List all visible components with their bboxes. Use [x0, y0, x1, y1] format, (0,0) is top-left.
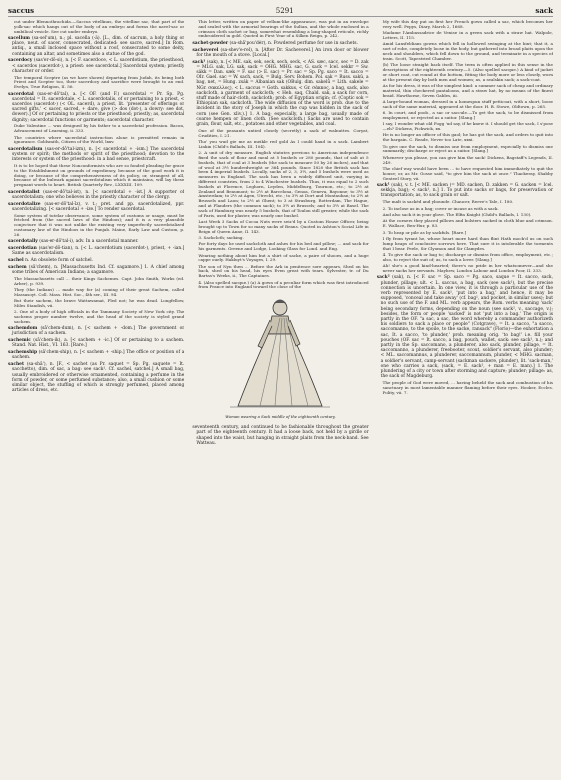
- entry-text: (sas-er-dō'tal-i), adv. In a sacerdotal manner.: [39, 239, 139, 245]
- entry-text: Amid Lansfeldians gowns which fell in hollowed swinging at the hint; that it, a sort of robe, completely loose in the body, but gathered into broad plaits upon the neck and shoulders, which fell down to the ground, and terminate in a species of train. Scott, Tapestried Chamber.: [382, 41, 553, 61]
- entry-quotation: [198, 140, 368, 150]
- entry-text: The countries where sacerdotal instruction alone is permitted remain in ignorance. Goldsmith, Citizen of the World, lxxv.: [14, 134, 185, 145]
- headword: sachet: [8, 362, 25, 368]
- entry-text: (sā'chem), n. [Massachusetts Ind. Cf. sagamore.] 1. A chief among some tribes of American Indians; a sagamore.: [12, 264, 185, 275]
- headword: sacellum: [8, 35, 30, 41]
- entry-text: (sak), n. [< F. sac = Sp. saco = Pg. saco, saque = It. sacco, sack, plunder, pillage; ult. < L. saccus, a bag, sack (see sack¹), but the precise connection is uncertain. In one view, it is through a particular use of the verb represented by E. sack¹, 'put into a bag,' and hence, it may be supposed, 'conceal and take away' (cf. bag¹, and pocket, in similar uses); but no such use of the F. and ML. verb appears, the Rom. verbs meaning 'sack' being secondary forms, depending on the noun (see sack², v., saccage, v.); besides, the form or people 'sacked' is not 'put into a bag.' The origin is partly in the OF. "a sac, a sac, the word whereby a commander authorizeth his soldiers to sack a place or people" (Cotgrave), = It. a sacco, "a sacco, saccomanno, to the spoile, to the sacke, ransack" (Florio)—the exhortation a sac, It. a sacco, 'to plunder,' prob. meaning orig. 'to bag!' i.e. fill your pouches (OF. sac = It. sacco, a bag, pouch, wallet, sack: see sack¹, n.); and partly in the Sp. saccomano, a plunderer, also sack, plunder, pillage, = It. saccomanno, a plunderer, freebooter, scout, soldier's servant, also plunder; < ML. saccomannus, a plunderer, saccomannum, plunder, < MHG. sacman, a soldier's servant, camp-servant (sackman sackere, plunder), lit. 'sack-man,' one who carries a sack, (sack, = E. sack¹, + man = E. man).] 1. The plundering of a city or town after storming and capture; plunder; pillage: as, the sack of Magdeburg.: [380, 275, 553, 380]
- entry-text: Duke Valentine ... was designed by his father to a sacerdotal profession. Bacon, Advancement of Learning, ii. 333.: [14, 123, 185, 134]
- entry-quotation: [383, 133, 553, 143]
- entry-quotation: [14, 124, 184, 134]
- entry-text: 3. Sackcloth; sacking.: [198, 234, 244, 240]
- entry-quotation: [14, 76, 184, 90]
- dictionary-entry: [8, 36, 184, 57]
- entry-text: 6. In court, and poob., a sac or saccule.—To get the sack, to be dismissed from employment, or rejected as a suitor. [Slang.]: [382, 110, 553, 120]
- dictionary-entry: [8, 92, 184, 123]
- headword: sacerdotalize: [8, 201, 41, 207]
- entry-quotation: [383, 122, 553, 132]
- entry-text: (sak), v. t. [< ME. sacken (= MD. sacken, D. zakken = G. sacken = Icel. sekkja, bag); < sack¹, n.] 1. To put into sacks or bags, for preservation or transportation; as, to sack grain or salt.: [380, 183, 553, 199]
- entry-text: 2. One of a body of high officials in the Tammany Society of New York city. The sachems proper number twelve, and the head of the society is styled grand sachem.: [14, 309, 185, 324]
- dictionary-entry: [377, 183, 553, 199]
- entry-text: I fly from tyrant he, whose heart more hard than flint Hath mock'd us on such lump heaps of conclusive sorrows here. That sure it is intolerable the torments that I bear. Peele, Sir Clyomon and Sir Clamydes.: [382, 235, 553, 251]
- entry-text: Madame l'Ambassadrice de Venise in a green sack with a straw hat. Walpole, Letters, II. 115.: [382, 30, 553, 40]
- headword: sack²: [376, 275, 390, 281]
- entry-text: (sā'chem-ik), a. [< sachem + -ic.] Of or pertaining to a sachem. Stand. Nat. Hist., VI. 163. [Rare.]: [12, 338, 185, 349]
- entry-quotation: [383, 253, 553, 263]
- entry-quotation: [383, 63, 553, 82]
- entry-quotation: [198, 236, 368, 241]
- entry-text: The malt is sackèd and ybounde. Chaucer, Reeve's Tale, I. 180.: [382, 199, 514, 205]
- entry-text: My wife this day put on first her French gown called a sac, which becomes her very well. Pepys, Diary, March 2, 1668.: [382, 20, 553, 29]
- entry-text: Tho' you wud gie me as meikle red gold As I could haud in a sack. Lambert Linkin (Child's Ballads, III. 104).: [198, 139, 369, 149]
- entry-quotation: [383, 207, 553, 212]
- entry-text: (sa-shā'), n. [F., < sachet (as Pr. saquet = Sp. Pg. saquete = It. sacchetto), dim. of sac, a bag: see sack¹. Cf. sachel, satchel.] A small bag, usually embroidered or otherwise ornamented, containing a perfume in the form of powder, or some perfumed substance; also, a small cushion or some similar object, the stuffing of which is strongly perfumed, placed among articles of dress, etc.: [12, 362, 185, 394]
- entry-quotation: [198, 242, 368, 252]
- figure-caption: Woman wearing a Sack middle of the eighteenth century.: [225, 414, 336, 420]
- entry-quotation: [198, 265, 368, 279]
- column-1: [8, 20, 184, 775]
- headword: sachemic: [8, 338, 31, 344]
- entry-quotation: [14, 288, 184, 298]
- entry-quotation: [198, 151, 368, 218]
- entry-quotation: [383, 237, 553, 251]
- entry-quotation: [383, 219, 553, 229]
- entry-quotation: [383, 200, 553, 205]
- dictionary-entry: [8, 326, 184, 336]
- entry-quotation: [383, 145, 553, 155]
- entry-text: But their sachem, the brave Wattawamat, Fled not; he was dead. Longfellow, Miles Standish, vii.: [14, 298, 185, 308]
- entry-quotation: [383, 156, 553, 166]
- entry-text: (sas'er-dō-si), n. [< F. sacerdoce, < L. sacerdotium, the priesthood, < sacerdos (sacerdot-), a priest: see sacerdotal.] Sacerdotal system; priestly character or order.: [12, 58, 185, 74]
- dictionary-entry: [8, 147, 184, 163]
- dictionary-entry: [377, 275, 553, 379]
- entry-text: 2. A unit of dry measure. English statutes previous to American independence fixed the sack of flour and meal at 5 bushels or 280 pounds, that of salt at 5 bushels, that of coal at 3 bushels (the sack to measure 50 by 26 inches), and that of wool at 3½ hundredweight or 364 pounds. Since 1820 the British sack has been 4 imperial bushels. Locally, sacks of 2, 3, 3½, and 5 bushels were used as measures in England. The sack has been a widely diffused unit, varying in different countries, from 2 to 4 Winchester bushels. Thus, it was equal to 2 such bushels at Florence, Leghorn, Leyden, Middelburg, Tournon, etc.; to 2½ at Zealand and Beaumont; to 2½ at Barcelona, Genoa, Geneva, Bayonne; to 3½ at Amsterdam; to 2½ at Agen, Utrecht, etc.; to 3½ at Dort and Montauban; to 2½ at Brussels and Laon; to 2½ at Ghent; to 3 at Strasburg, Rotterdam, The Hague, and at Flanders (the common sack); to 3½ at Brussels; and to 3½ at Basel. The sack of Hamburg was nearly 5 bushels, that of Toulon still greater, while the sack of Paris, used for plaster, was nearly one bushel.: [198, 150, 369, 218]
- dictionary-entry: [8, 190, 184, 200]
- headword: sachet-powder: [192, 40, 229, 46]
- dictionary-entry: [8, 202, 184, 212]
- headword: sack¹: [376, 183, 390, 189]
- entry-text: And also sack it in your glove. The Elfin Knight (Child's Ballads, I. 130).: [382, 212, 532, 218]
- entry-text: A large-bound woman, dressed in a homespun stuff petticoat, with a short, loose sack of the same material, appeared at the door. H. B. Stowe, Oldtown, p. 265.: [382, 98, 553, 109]
- entry-text: (sas-er-dō'tal-izm), n. [< sacerdotal + -ism.] The sacerdotal system or spirit; the methods or spirit of the priesthood; devotion to the interests or system of the priesthood: in a bad sense, priestcraft.: [12, 146, 185, 163]
- entry-quotation: [14, 136, 184, 146]
- entry-text: Whenever you please, you can give him the sack! Dickens, Bagstaff's Legends, II. 249.: [382, 154, 553, 165]
- entry-quotation: [383, 167, 553, 181]
- dictionary-entry: [192, 60, 368, 128]
- entry-text: For forty days he used sackcloth and ashes for his bed and pillow; ... and sack for his garments. Greene and Lodge, Looking Glass for Lond. and Eng.: [198, 241, 369, 252]
- entry-text: It is to be hoped that these Nonconformists who are so fonded pleading for grace to the Establishment on grounds of expediency, because of the good work it is doing, or because of the comprehensiveness of its policy, or, strangest of all, because of the bulwark against sacerdotalism which it maintains, will lay these pregnant words to heart. British Quarterly Rev., LXXXIII. 109.: [14, 162, 185, 188]
- entry-text: (b) The loose straight back itself. The term is often applied in this sense in the descriptions of the eighteenth century.—5. (Also spelled sacque.) A kind of jacket or short coat, cut round at the bottom, fitting the body more or less closely, worn at the present day by both men and women; as, a sealskin sack; a sack-coat.: [382, 62, 553, 82]
- entry-text: (sā'chem-dum), n. [< sachem + -dom.] The government or jurisdiction of a sachem.: [12, 326, 185, 337]
- entry-text: The temporal Sceptre (as we have shown) departing from Judah, its being both Priest and Scepter too, their sacerdocy and sacrifice were brought to an end. Evelyn, True Religion, II. 56.: [14, 74, 185, 90]
- entry-text: The son of Nyn then ... Before the Ark in penitence sore appears, Shed on his back, shed on his head, his eyes Even great with tears. Sylvester, tr. of Du Bartas's Weeks, ii., The Captaines.: [198, 263, 369, 279]
- entry-quotation: [383, 213, 553, 218]
- entry-text: He is no longer an officer of this gaol; he has got the sack, and orders to quit into the bargain. C. Reade, Never too Late, xxxi.: [382, 132, 553, 143]
- dictionary-entry: [192, 41, 368, 46]
- running-head: [8, 6, 553, 17]
- column-2-continuation: seventeenth century, and continued to be fashionable throughout the greater part of the eighteenth century. It had a loose back, not held by a girdle or shaped into the waist, but hanging in straight plaits from the neck-band. See Watteau.: [192, 425, 369, 446]
- entry-text: 2. To inclose as in a bag; cover or incase as with a sack.: [382, 205, 499, 211]
- entry-text: One of the peasants untied closely (secretly) a sack of walnuttes. Coryat, Crudities, I. 21.: [198, 127, 369, 138]
- entry-text: At the corners they placed pillows and bolsters sacked in cloth blue and crimson. E. Wallace, Ben-Hur, p. 83.: [382, 218, 553, 229]
- header-page-number: 5291: [275, 7, 294, 15]
- sack-gown-illustration: [192, 294, 368, 422]
- dictionary-entry: [8, 338, 184, 348]
- entry-text: (sa-sel'um), n.; pl. sacella (-ä). [L., dim. of sacrum, a holy thing or place, neut. of sacer, consecrated, dedicated: see sacre, sacred.] In Rom. antiq., a small inclosed space without a roof, consecrated to some deity, containing an altar, and sometimes also a statue of the god.: [12, 35, 185, 57]
- entry-quotation: [14, 214, 184, 238]
- entry-quotation: [383, 381, 553, 395]
- entry-quotation: [383, 84, 553, 98]
- entry-quotation: [383, 31, 553, 41]
- dictionary-entry: [8, 58, 184, 74]
- entry-text: To give one the sack, to dismiss one from employment, especially to dismiss one summarily; discharge or reject as a suitor. [Slang.]: [382, 143, 553, 154]
- dictionary-entry: [8, 246, 184, 256]
- entry-quotation: [14, 20, 184, 34]
- entry-text: (sas'er-dō-tian), n. [< L. sacerdotium (sacerdot-), priest, + -ian.] Same as sacerdotalism.: [12, 245, 185, 257]
- headword: sacerdocy: [8, 58, 33, 64]
- entry-text: The chief way would have been ... to have requested him immediately to quit the house; or, as Mr. Gosse said, "to give him the sack at once." Thackeray, Shabby Genteel Story, vii.: [382, 166, 553, 181]
- entry-quotation: [14, 299, 184, 309]
- dictionary-entry: [8, 350, 184, 360]
- entry-quotation: [383, 100, 553, 110]
- header-left-guideword: saccus: [8, 6, 35, 15]
- entry-quotation: [383, 264, 553, 274]
- entry-text: 4. To give the sack or bag to; discharge or dismiss from office, employment, etc.; also, to reject the suit of; as, to sack a lover. [Slang.]: [382, 251, 553, 262]
- headword: sachel: [8, 257, 24, 263]
- headword: sacerdotal: [8, 91, 34, 97]
- dictionary-entry: [8, 239, 184, 244]
- woman-in-sack-gown-drawing: [220, 294, 340, 412]
- entry-quotation: [383, 231, 553, 236]
- entry-text: 3. To heap or pile as by sackfuls. [Rare.]: [382, 229, 467, 235]
- entry-quotation: [383, 20, 553, 30]
- dictionary-entry: [8, 258, 184, 263]
- entry-quotation: [14, 164, 184, 188]
- entry-text: Wearing nothing about him but a shirt of sacke, a paire of shooes, and a huge cappe ouely. Hakluyt's Voyages, I. 29.: [198, 252, 369, 263]
- entry-text: (sas-er-dō'tal-ist), n. [< sacerdotal + -ist.] A supporter of sacerdotalism; one who believes in the priestly character of the clergy.: [12, 189, 185, 200]
- headword: sachemdom: [8, 326, 38, 332]
- dictionary-entry: [8, 362, 184, 393]
- headword: sachem: [8, 264, 27, 270]
- headword: sack¹: [192, 59, 206, 65]
- entry-quotation: [383, 42, 553, 61]
- text-columns: [8, 20, 553, 775]
- entry-quotation: [198, 281, 368, 291]
- headword: sacerdotalism: [8, 146, 43, 152]
- headword: sachemship: [8, 350, 38, 356]
- entry-text: (sā'chem-ship), n. [< sachem + -ship.] The office or position of a sachem.: [12, 350, 185, 361]
- entry-quotation: [198, 20, 368, 39]
- entry-text: (sas-er-dō'tal), a. [< OF. (and F.) sacerdotal = Pr. Sp. Pg. sacerdotal = It. sacerdotale, < L. sacerdotalis, of or pertaining to a priest, < sacerdos (sacerdot-) (< OL. sacerd), a priest, lit. 'presenter of offerings or sacred gifts,' < sacer, sacred, + dare, give (> dos (dot-), a dowry: see dot, dower).] Of or pertaining to priests or the priesthood; priestly; as, sacerdotal dignity; sacerdotal functions or garments; sacerdotal character.: [12, 91, 185, 123]
- entry-quotation: [383, 111, 553, 121]
- header-right-guideword: sack: [535, 6, 553, 15]
- entry-quotation: [198, 220, 368, 234]
- entry-text: Some system of tutelar observance, some system of customs or usage, must be fetched from (the sacred laws of the Hindoos); and it is a very plausible conjecture that it was not unlike the existing very imperfectly sacerdotalized customary law of the Hindoos in the Punjab. Maine, Early Law and Custom, p. 26.: [14, 212, 185, 237]
- entry-text: n. An obsolete form of satchel.: [25, 257, 94, 263]
- entry-text: The Massachusetts call ... their Kings Sachemes. Capt. John Smith, Works (ed. Arber), p. 939.: [14, 275, 185, 286]
- headword: sacheverel: [192, 47, 219, 53]
- entry-text: (sak), n. [< ME. sak, sek, seck, sech, seck, < AS. sæc, sacc, sec = D. zak = MLG. sak, LG. sak, sack = OHG. MHG. sac, G. sack = Icel. sekkr = Sw. säkk = Dan. sæk = F. sac (> E. sac) = Pr. sac = Sp. Pg. saco = It. sacco = OIr. Gael. sac = W. sach, sack, = Bulg. Serv. Bohem. Pol. sak = Russ. sakŭ, a bag, net, = Hung. zsák = Albanian sak (OBulg. dim. sakelů = Lith. sakele = NGr. σακελλος), < L. saccus = Goth. sakkus, < Gr. σάκκος, a bag, sack, also sackcloth, a garment of sackcloth; < Heb. saq, Chald. sak, a sack for corn, stuff made of hair-cloth, sackcloth; prob. of Egyptian origin; cf. (Coptic sok = Ethiopian sak, sackcloth. The wide diffusion of the word is prob. due to the incident in the story of Joseph in which the cup was hidden in the sack of corn (see Gen. xliv.).] 1. A bag; especially, a large bag, usually made of coarse hempen or linen cloth. (See sackcloth.) Sacks are used to contain grain, flour, salt, etc., potatoes and other vegetables, and coal.: [196, 59, 369, 128]
- entry-text: This letter, written on paper of vellum-like appearance, was put in an envelope and sealed with the armorial bearings of the Sultan, and the whole enclosed in a crimson cloth sachet or bag, somewhat resembling a long-shaped reticule, richly embroidered in gold. Quoted in First Year of a Silken Reign, p. 242.: [198, 20, 369, 39]
- headword: sacerdotalist: [8, 189, 40, 195]
- entry-quotation: [198, 129, 368, 139]
- entry-text: Last Week 3 Sacks of Cocoa Nuts were seiz'd by a Custom House Officer, being brought up to Town for so many sacks of Beans. Quoted in Ashton's Social Life in Reign of Queen Anne, II. 143.: [198, 218, 369, 234]
- column-2: [192, 20, 368, 775]
- dictionary-entry: [192, 48, 368, 58]
- column-3: [377, 20, 553, 775]
- entry-text: (sa-shā'pou'dėr), n. Powdered perfume for use in sachets.: [229, 40, 358, 46]
- entry-text: Ah! she's a good kind-hearted; there's no pride in her whatsomever—and she never sacks her servants. Mayhew, London Labour and London Poor, II. 333.: [382, 263, 553, 273]
- entry-text: (sas-er-dō'tal-īz), v. t.; pret. and pp. sacerdotalized, ppr. sacerdotalizing. [< sacerdotal + -ize.] To render sacerdotal.: [12, 201, 185, 212]
- entry-text: I say, I wonder what old Fogg 'ud say, if he knew it. I should get the sack, I s'pose—eh? Dickens, Pickwick, xx.: [382, 121, 553, 132]
- entry-text: As for his dress, it was of the simplest kind: a summer sack of cheap and ordinary material, thin checkered pantaloons, and a straw hat, by no means of the finest braid. Hawthorne, Seven Gables, iii.: [382, 82, 553, 98]
- dictionary-entry: [8, 265, 184, 275]
- entry-text: 4. (Also spelled sacque.) (a) A gown of a peculiar form which was first introduced from France into England toward the close of the: [198, 279, 369, 290]
- entry-text: The people of God were moved, ... having beheld the sack and combustion of his sanctuary in most lamentable manner flaming before their eyes. Hooker, Eccles. Polity, vii. 7.: [382, 380, 553, 395]
- entry-text: They (the Indians) ... made way for (a) coming of their great Sachem, called Massasoyt. Coll. Mass. Hist. Soc., 4th ser., III. 94.: [14, 286, 185, 297]
- headword: sacerdotian: [8, 245, 37, 251]
- entry-quotation: [14, 310, 184, 324]
- entry-quotation: [14, 277, 184, 287]
- headword: sacerdotally: [8, 239, 38, 245]
- entry-text: cut under Blennothrachida.—Saccus vitellinus, the vitelline sac, that part of the yolk-sac which hangs out of the body of an embryo and forms the navel-sac or umbilical vesicle. See cut under embryo.: [14, 20, 185, 34]
- entry-quotation: [198, 254, 368, 264]
- entry-text: (sa-shev'e-rel), n. [After Dr. Sacheverel.] An iron door or blower for the mouth of a stove. [Local.]: [196, 47, 369, 58]
